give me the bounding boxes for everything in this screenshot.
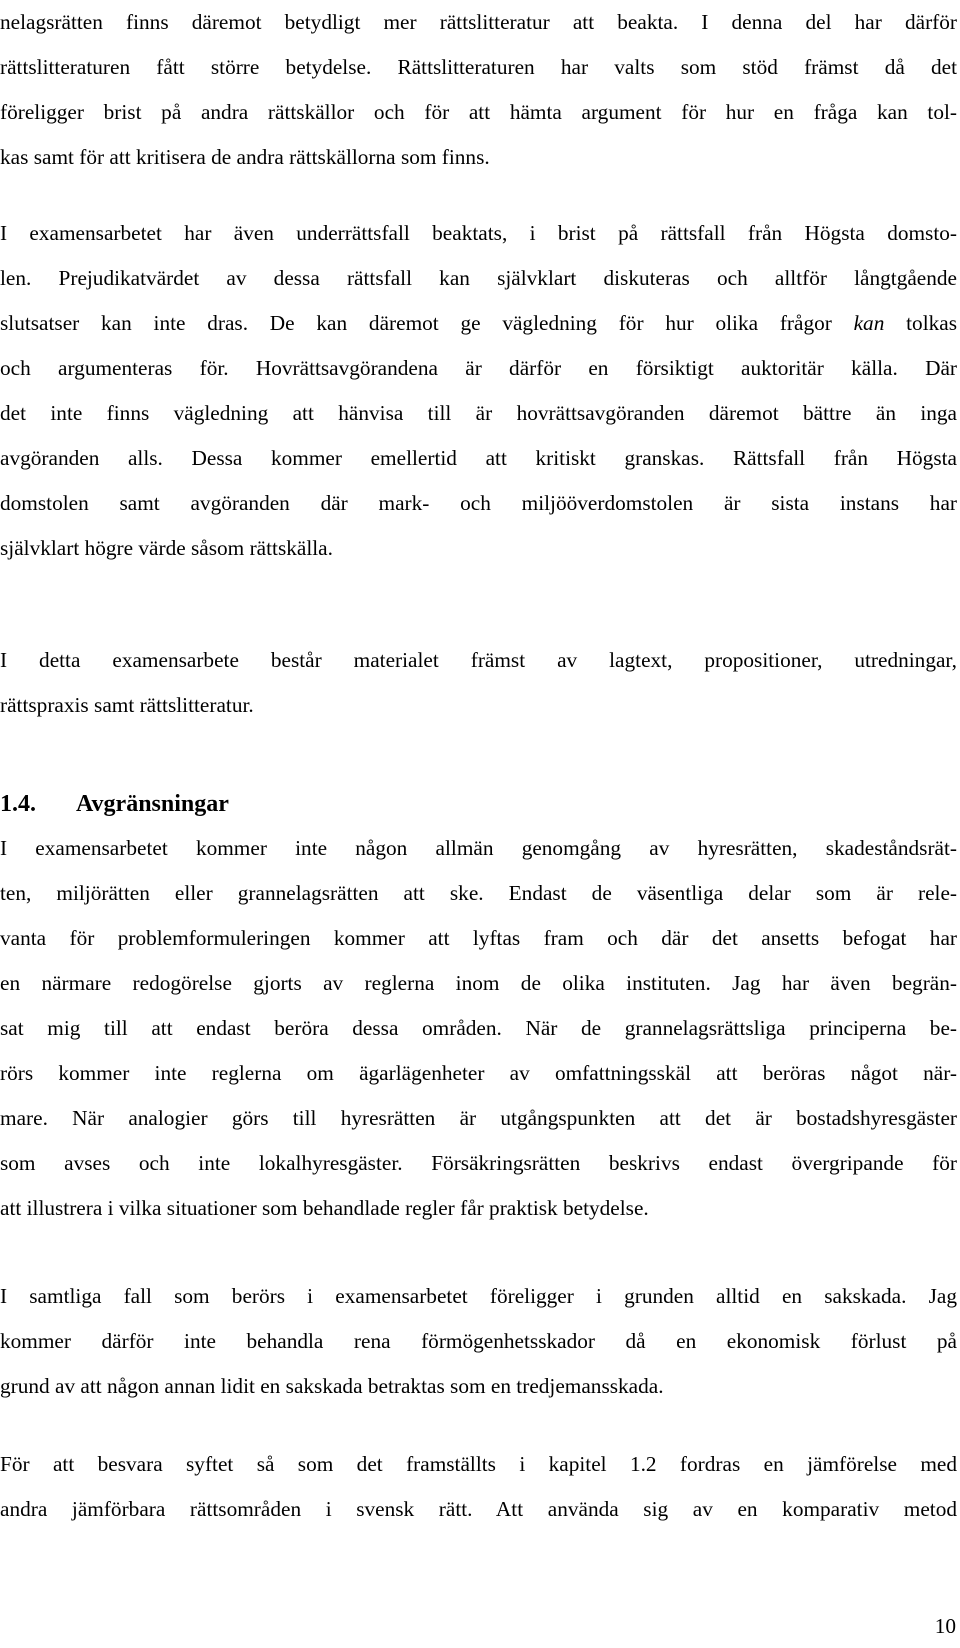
- text-line: rättspraxis samt rättslitteratur.: [0, 693, 254, 717]
- section-number: 1.4.: [0, 791, 36, 817]
- section-title: Avgränsningar: [76, 791, 229, 817]
- text-line: domstolen samt avgöranden där mark- och miljööverdomstolen är sista instans har: [0, 491, 957, 515]
- text-line: För att besvara syftet så som det framställts i kapitel 1.2 fordras en jämförelse med: [0, 1452, 957, 1476]
- text-line: sat mig till att endast beröra dessa områden. När de grannelagsrättsliga principerna be-: [0, 1016, 957, 1040]
- text-line: ten, miljörätten eller grannelagsrätten att ske. Endast de väsentliga delar som är rele-: [0, 881, 957, 905]
- text-line: att illustrera i vilka situationer som behandlade regler får praktisk betydelse.: [0, 1196, 649, 1220]
- paragraph-avgransningar: [0, 826, 957, 1231]
- text-line: och argumenteras för. Hovrättsavgörandena är därför en försiktigt auktoritär källa. Där: [0, 356, 957, 380]
- text-line: rättslitteraturen fått större betydelse. Rättslitteraturen har valts som stöd främst då det: [0, 55, 957, 79]
- text-line: som avses och inte lokalhyresgäster. Försäkringsrätten beskrivs endast övergripande för: [0, 1151, 957, 1175]
- text-line: vanta för problemformuleringen kommer att lyftas fram och där det ansetts befogat har: [0, 926, 957, 950]
- text-line: I examensarbetet har även underrättsfall beaktats, i brist på rättsfall från Högsta domsto-: [0, 221, 957, 245]
- text-line: len. Prejudikatvärdet av dessa rättsfall kan självklart diskuteras och alltför långtgående: [0, 266, 957, 290]
- section-heading: [0, 782, 229, 827]
- text-line: självklart högre värde såsom rättskälla.: [0, 536, 333, 560]
- text-line: föreligger brist på andra rättskällor och för att hämta argument för hur en fråga kan tol-: [0, 100, 957, 124]
- text-line: andra jämförbara rättsområden i svensk rätt. Att använda sig av en komparativ metod: [0, 1497, 957, 1521]
- text-line: avgöranden alls. Dessa kommer emellertid att kritiskt granskas. Rättsfall från Högsta: [0, 446, 957, 470]
- paragraph-komparativ-metod: [0, 1442, 957, 1532]
- paragraph-rattskallor-litteratur: [0, 0, 957, 180]
- text-line: slutsatser kan inte dras. De kan däremot ge vägledning för hur olika frågor kan tolkas: [0, 311, 957, 335]
- text-line: rörs kommer inte reglerna om ägarlägenheter av omfattningsskäl att beröras något när-: [0, 1061, 957, 1085]
- text-line: kommer därför inte behandla rena förmögenhetsskador då en ekonomisk förlust på: [0, 1329, 957, 1353]
- text-line: en närmare redogörelse gjorts av reglerna inom de olika instituten. Jag har även begrän-: [0, 971, 957, 995]
- paragraph-material: [0, 638, 957, 728]
- text-line: I samtliga fall som berörs i examensarbetet föreligger i grunden alltid en sakskada. Jag: [0, 1284, 957, 1308]
- text-line: kas samt för att kritisera de andra rättskällorna som finns.: [0, 145, 490, 169]
- paragraph-sakskada: [0, 1274, 957, 1409]
- text-line: I examensarbetet kommer inte någon allmän genomgång av hyresrätten, skadeståndsrät-: [0, 836, 957, 860]
- text-line: det inte finns vägledning att hänvisa till är hovrättsavgöranden däremot bättre än inga: [0, 401, 957, 425]
- italic-word: kan: [853, 311, 885, 335]
- text-line: mare. När analogier görs till hyresrätten är utgångspunkten att det är bostadshyresgäster: [0, 1106, 957, 1130]
- text-line: I detta examensarbete består materialet främst av lagtext, propositioner, utredningar,: [0, 648, 957, 672]
- text-line: grund av att någon annan lidit en sakskada betraktas som en tredjemansskada.: [0, 1374, 664, 1398]
- paragraph-underrattsfall: [0, 211, 957, 571]
- text-line: nelagsrätten finns däremot betydligt mer rättslitteratur att beakta. I denna del har därför: [0, 10, 957, 34]
- page-number: 10: [934, 1614, 956, 1638]
